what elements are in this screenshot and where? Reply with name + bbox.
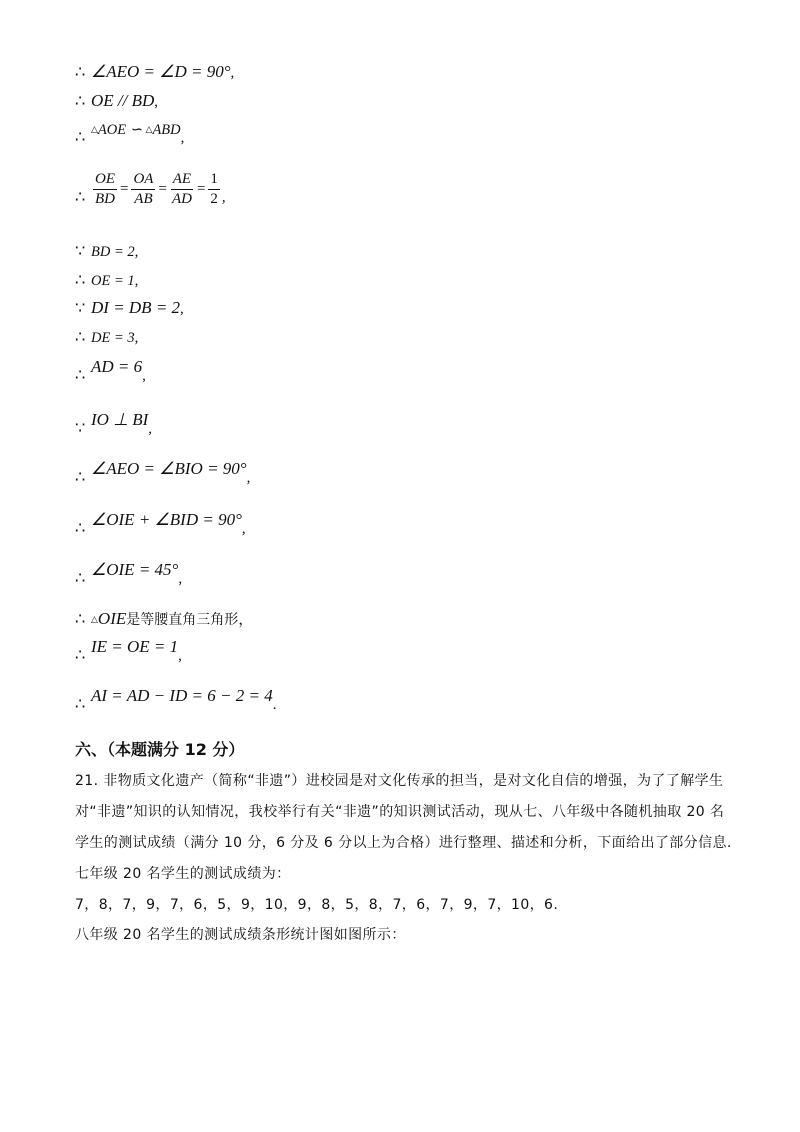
section-heading: 六、（本题满分 12 分）	[75, 740, 245, 759]
punctuation: ,	[230, 65, 235, 81]
proof-line	[75, 327, 138, 347]
because-symbol: ∵	[75, 418, 86, 437]
punctuation: ，	[238, 612, 254, 628]
math-expression: DE = 3	[91, 330, 135, 346]
equals-sign: =	[120, 181, 129, 197]
math-expression: AI = AD − ID = 6 − 2 = 4	[91, 686, 273, 705]
problem-text-line: 21. 非物质文化遗产（简称“非遗”）进校园是对文化传承的担当，是对文化自信的增强，为了了解学生	[75, 773, 724, 789]
denominator: AB	[134, 191, 153, 207]
proof-line	[75, 171, 226, 208]
math-expression: DI = DB = 2	[91, 298, 181, 317]
denominator: BD	[95, 191, 115, 207]
because-symbol: ∵	[75, 298, 86, 317]
proof-line	[75, 357, 146, 385]
fraction	[93, 171, 117, 208]
proof-line	[75, 459, 251, 487]
punctuation: ,	[178, 571, 183, 587]
because-symbol: ∵	[75, 241, 86, 260]
proof-line	[75, 608, 253, 629]
math-expression: IO ⊥ BI	[91, 410, 149, 429]
math-expression: IE = OE = 1	[91, 637, 179, 656]
therefore-symbol: ∴	[75, 645, 86, 664]
therefore-symbol: ∴	[75, 127, 86, 146]
equals-sign: =	[158, 181, 167, 197]
therefore-symbol: ∴	[75, 609, 86, 628]
therefore-symbol: ∴	[75, 62, 86, 81]
punctuation: ,	[178, 648, 182, 664]
proof-line	[75, 410, 153, 438]
fraction	[208, 171, 220, 208]
punctuation: ,	[246, 470, 251, 486]
proof-line	[75, 91, 158, 111]
therefore-symbol: ∴	[75, 568, 86, 587]
fraction-equation	[91, 171, 222, 208]
statement-text: 是等腰直角三角形	[126, 612, 239, 628]
punctuation: ,	[142, 368, 146, 384]
problem-text-line: 八年级 20 名学生的测试成绩条形统计图如图所示：	[75, 927, 406, 943]
punctuation: ,	[134, 330, 139, 346]
therefore-symbol: ∴	[75, 186, 86, 206]
math-expression: OE = 1	[91, 273, 135, 289]
math-expression: ∠OIE + ∠BID = 90°	[91, 510, 242, 529]
therefore-symbol: ∴	[75, 467, 86, 486]
numerator: 1	[208, 171, 220, 190]
proof-line	[75, 62, 234, 82]
therefore-symbol: ∴	[75, 365, 86, 384]
math-expression: BD = 2	[91, 244, 135, 260]
therefore-symbol: ∴	[75, 694, 86, 713]
punctuation: ,	[180, 301, 184, 317]
score-list: 7，8，7，9，7，6，5，9，10，9，8，5，8，7，6，7，9，7，10，6.	[75, 897, 559, 913]
triangle-symbol: △	[91, 615, 98, 625]
punctuation: ,	[134, 244, 139, 260]
numerator: AE	[171, 171, 193, 190]
proof-line	[75, 270, 138, 290]
fraction	[131, 171, 155, 208]
math-expression: ∠OIE = 45°	[91, 560, 179, 579]
triangle-symbol: △	[145, 125, 153, 135]
math-expression: OE // BD	[91, 91, 155, 110]
denominator: AD	[171, 191, 192, 207]
triangle-symbol: △	[91, 125, 98, 135]
therefore-symbol: ∴	[75, 91, 86, 110]
equals-sign: =	[196, 181, 206, 197]
problem-text-line: 七年级 20 名学生的测试成绩为：	[75, 866, 291, 882]
math-expression: AD = 6	[91, 357, 143, 376]
numerator: OE	[93, 171, 117, 190]
punctuation: .	[272, 697, 277, 713]
math-expression: △AOE ∽ △ABD	[91, 122, 181, 138]
proof-line	[75, 298, 184, 318]
punctuation: ,	[221, 189, 226, 206]
denominator: 2	[210, 191, 218, 207]
punctuation: ,	[148, 421, 153, 437]
numerator: OA	[131, 171, 155, 190]
proof-line	[75, 122, 185, 147]
math-expression: ∠AEO = ∠D = 90°	[91, 62, 231, 81]
proof-line	[75, 510, 246, 538]
proof-line	[75, 686, 277, 714]
punctuation: ,	[180, 130, 185, 146]
punctuation: ,	[154, 94, 159, 110]
punctuation: ,	[134, 273, 139, 289]
problem-text-line: 对“非遗”知识的认知情况，我校举行有关“非遗”的知识测试活动，现从七、八年级中各随机抽取 20 名	[75, 804, 725, 820]
punctuation: ,	[241, 521, 246, 537]
math-expression: ∠AEO = ∠BIO = 90°	[91, 459, 247, 478]
proof-line	[75, 241, 138, 261]
proof-line	[75, 560, 183, 588]
problem-text-line: 学生的测试成绩（满分 10 分，6 分及 6 分以上为合格）进行整理、描述和分析，下面给出了部分信息.	[75, 835, 732, 851]
therefore-symbol: ∴	[75, 327, 86, 346]
proof-line	[75, 637, 182, 665]
fraction	[170, 171, 194, 208]
math-expression: △OIE	[91, 609, 127, 628]
therefore-symbol: ∴	[75, 270, 86, 289]
therefore-symbol: ∴	[75, 518, 86, 537]
